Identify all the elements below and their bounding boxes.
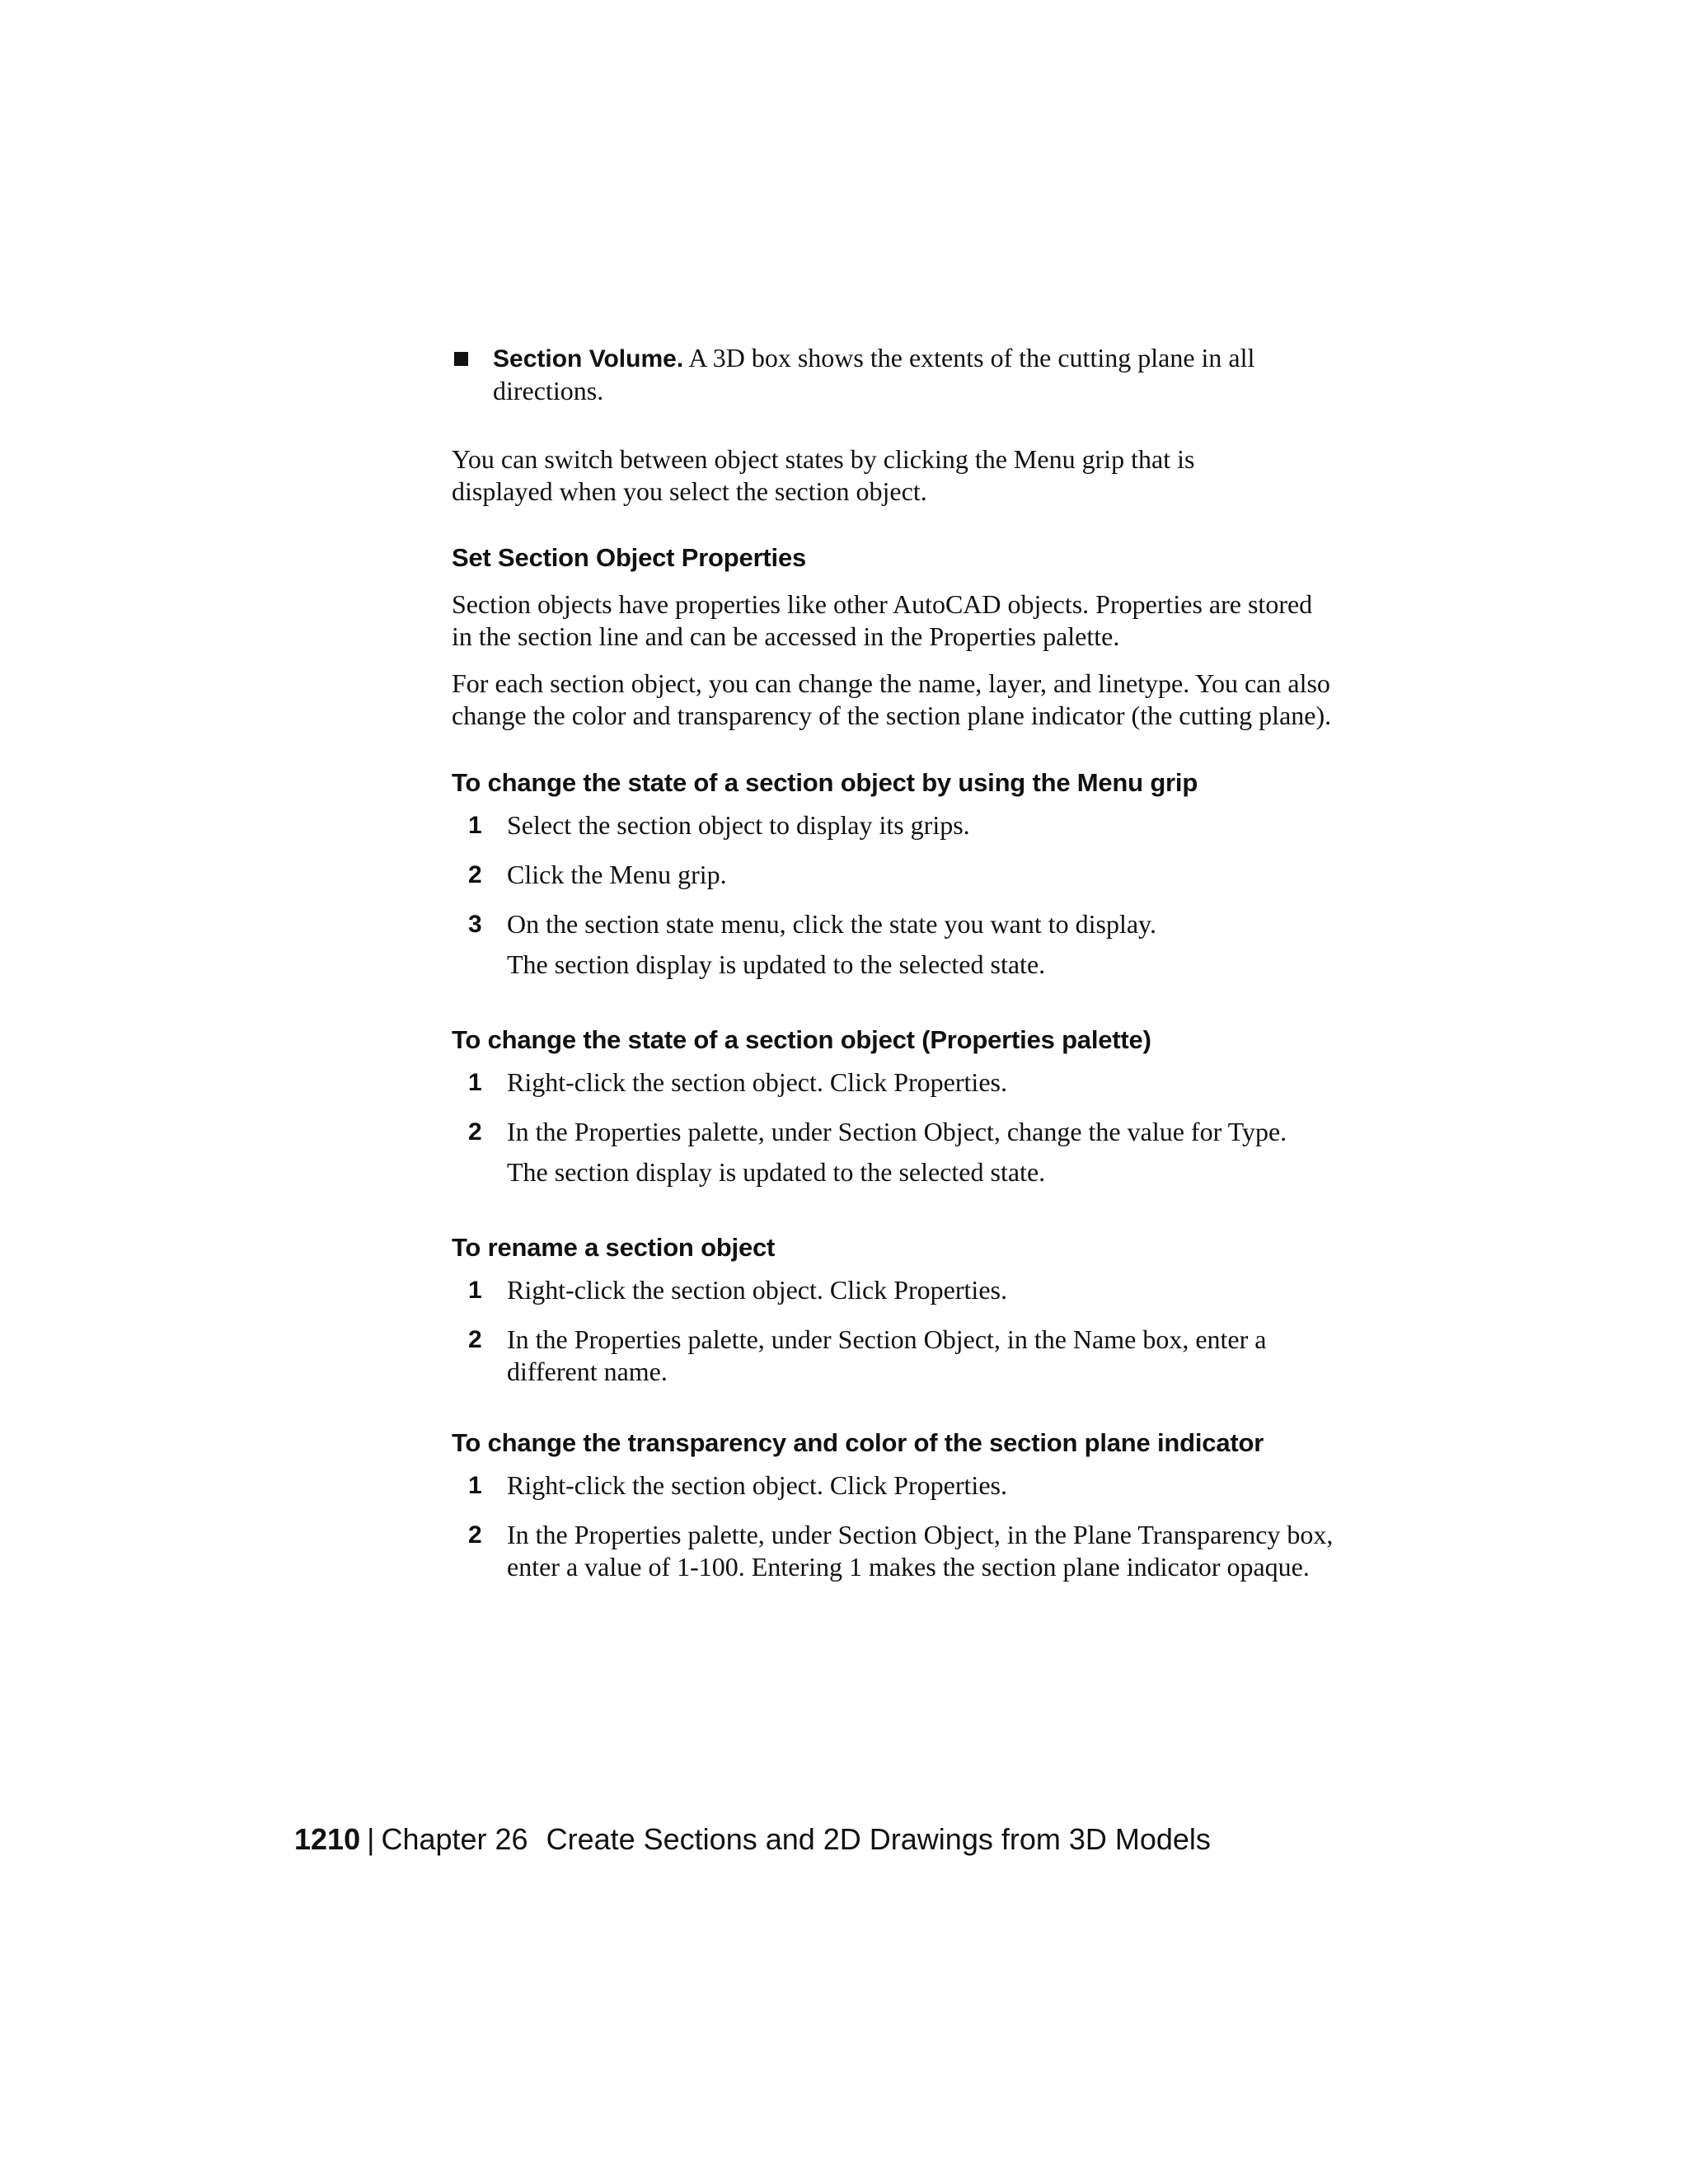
step-number: 2: [468, 861, 482, 888]
footer-separator: |: [367, 1822, 375, 1856]
step-result: The section display is updated to the selected state.: [507, 1157, 1046, 1187]
bullet-square-icon: [454, 352, 468, 366]
intro-paragraph: You can switch between object states by clicking the Menu grip that is displayed when you select the section object.: [452, 444, 1195, 506]
procedure-step: [452, 1066, 1350, 1099]
procedure-steps: [452, 1469, 1350, 1583]
page-number: 1210: [294, 1822, 361, 1856]
step-result: The section display is updated to the selected state.: [507, 949, 1046, 979]
properties-paragraph-1: Section objects have properties like other AutoCAD objects. Properties are stored in the section line and can be accessed in the Properties palette.: [452, 589, 1313, 651]
step-number: 1: [468, 1472, 482, 1499]
procedure-steps: [452, 1066, 1350, 1188]
procedure-heading: To rename a section object: [452, 1233, 776, 1262]
step-text: In the Properties palette, under Section Object, in the Plane Transparency box, enter a value of 1-100. Entering 1 makes the section plane indicator opaque.: [507, 1520, 1334, 1582]
step-text: In the Properties palette, under Section Object, change the value for Type.: [507, 1117, 1287, 1146]
procedure-step: [452, 1324, 1331, 1388]
bullet-item-section-volume: [452, 342, 1367, 407]
procedure-step: [452, 859, 1350, 891]
page-footer: [294, 1821, 1211, 1858]
step-number: 2: [468, 1118, 482, 1146]
procedure-step: [452, 1519, 1350, 1583]
procedure-steps: [452, 809, 1350, 981]
procedure-heading: To change the transparency and color of the section plane indicator: [452, 1428, 1264, 1457]
step-number: 2: [468, 1521, 482, 1549]
step-text: On the section state menu, click the state you want to display.: [507, 909, 1156, 939]
section-heading: Set Section Object Properties: [452, 543, 807, 572]
procedure-heading: To change the state of a section object (Properties palette): [452, 1025, 1151, 1054]
procedure-step: [452, 1116, 1350, 1188]
bullet-term: Section Volume.: [493, 345, 684, 373]
step-number: 3: [468, 911, 482, 938]
procedure-step: [452, 1469, 1350, 1502]
step-text: Right-click the section object. Click Properties.: [507, 1275, 1007, 1305]
properties-paragraph-2: For each section object, you can change the name, layer, and linetype. You can also change the color and transparency of the section plane indicator (the cutting plane).: [452, 668, 1332, 730]
step-number: 1: [468, 1069, 482, 1096]
step-text: Right-click the section object. Click Properties.: [507, 1470, 1007, 1500]
step-number: 1: [468, 1277, 482, 1304]
step-text: Select the section object to display its grips.: [507, 810, 970, 840]
procedure-steps: [452, 1274, 1350, 1388]
footer-chapter: Chapter 26: [381, 1822, 528, 1856]
step-text: In the Properties palette, under Section Object, in the Name box, enter a different name.: [507, 1324, 1267, 1386]
procedure-step: [452, 809, 1350, 841]
bullet-text: A 3D box shows the extents of the cutting plane in all directions.: [493, 343, 1255, 405]
step-number: 2: [468, 1326, 482, 1353]
procedure-step: [452, 908, 1350, 981]
step-number: 1: [468, 812, 482, 839]
procedure-step: [452, 1274, 1350, 1306]
footer-chapter-title: Create Sections and 2D Drawings from 3D Models: [546, 1822, 1211, 1856]
page-body: [452, 342, 1350, 1583]
procedure-heading: To change the state of a section object by using the Menu grip: [452, 768, 1198, 797]
step-text: Click the Menu grip.: [507, 860, 727, 889]
step-text: Right-click the section object. Click Properties.: [507, 1067, 1007, 1097]
